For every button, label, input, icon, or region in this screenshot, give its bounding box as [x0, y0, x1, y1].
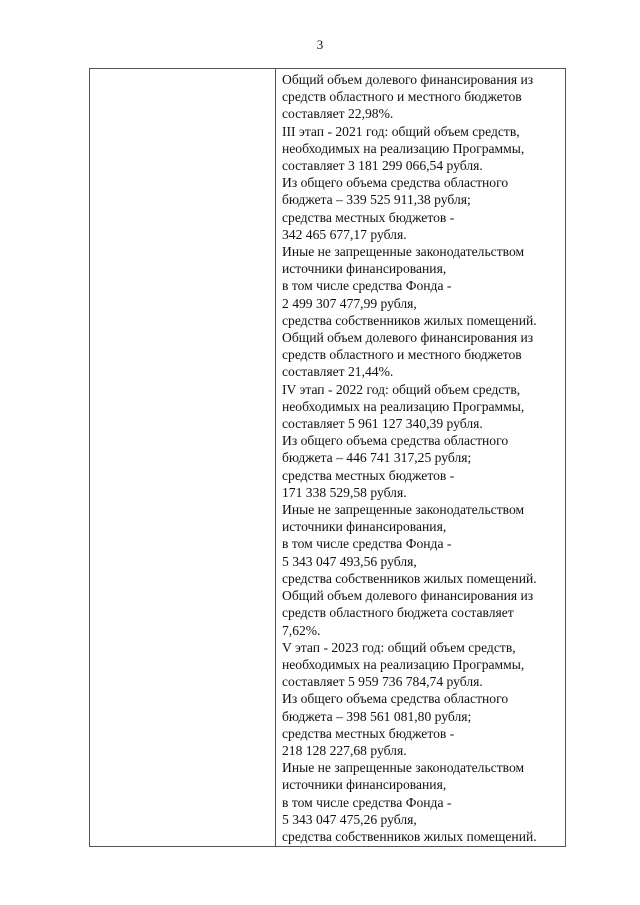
text-line: бюджета – 446 741 317,25 рубля;	[282, 450, 472, 466]
text-line: источники финансирования,	[282, 777, 447, 793]
text-line: составляет 22,98%.	[282, 106, 394, 122]
table-left-cell	[90, 69, 276, 846]
text-line: средства местных бюджетов -	[282, 209, 455, 225]
text-line: 7,62%.	[282, 622, 321, 638]
text-line: средства местных бюджетов -	[282, 725, 455, 741]
funding-table	[89, 68, 566, 847]
page-number: 3	[316, 37, 324, 52]
text-line: Из общего объема средства областного	[282, 691, 509, 707]
text-line: 342 465 677,17 рубля.	[282, 226, 407, 242]
text-line: Иные не запрещенные законодательством	[282, 502, 525, 518]
text-line: средств областного и местного бюджетов	[282, 347, 522, 363]
text-line: IV этап - 2022 год: общий объем средств,	[282, 381, 521, 397]
text-line: 5 343 047 475,26 рубля,	[282, 811, 417, 827]
text-line: 171 338 529,58 рубля.	[282, 484, 407, 500]
text-line: III этап - 2021 год: общий объем средств,	[282, 123, 520, 139]
text-line: Из общего объема средства областного	[282, 175, 509, 191]
text-line: средств областного и местного бюджетов	[282, 89, 522, 105]
text-line: Из общего объема средства областного	[282, 433, 509, 449]
text-line: средства собственников жилых помещений.	[282, 312, 537, 328]
text-line: Общий объем долевого финансирования из	[282, 72, 534, 87]
text-line: Общий объем долевого финансирования из	[282, 330, 534, 346]
text-line: Иные не запрещенные законодательством	[282, 244, 525, 260]
text-line: в том числе средства Фонда -	[282, 278, 452, 294]
text-line: средства местных бюджетов -	[282, 467, 455, 483]
text-line: необходимых на реализацию Программы,	[282, 398, 525, 414]
text-line: составляет 5 959 736 784,74 рубля.	[282, 674, 483, 690]
text-line: 2 499 307 477,99 рубля,	[282, 295, 417, 311]
text-line: бюджета – 398 561 081,80 рубля;	[282, 708, 472, 724]
table-right-cell	[276, 69, 565, 846]
text-line: необходимых на реализацию Программы,	[282, 656, 525, 672]
text-line: средств областного бюджета составляет	[282, 605, 514, 621]
text-line: необходимых на реализацию Программы,	[282, 140, 525, 156]
text-line: источники финансирования,	[282, 261, 447, 277]
text-line: в том числе средства Фонда -	[282, 794, 452, 810]
text-line: составляет 21,44%.	[282, 364, 394, 380]
text-line: составляет 5 961 127 340,39 рубля.	[282, 416, 483, 432]
text-line: бюджета – 339 525 911,38 рубля;	[282, 192, 471, 208]
text-line: V этап - 2023 год: общий объем средств,	[282, 639, 516, 655]
text-line: 5 343 047 493,56 рубля,	[282, 553, 417, 569]
text-line: 218 128 227,68 рубля.	[282, 742, 407, 758]
text-line: Иные не запрещенные законодательством	[282, 760, 525, 776]
text-line: средства собственников жилых помещений.	[282, 828, 537, 844]
text-line: средства собственников жилых помещений.	[282, 570, 537, 586]
text-line: Общий объем долевого финансирования из	[282, 588, 534, 604]
text-line: в том числе средства Фонда -	[282, 536, 452, 552]
text-line: составляет 3 181 299 066,54 рубля.	[282, 158, 483, 174]
text-line: источники финансирования,	[282, 519, 447, 535]
